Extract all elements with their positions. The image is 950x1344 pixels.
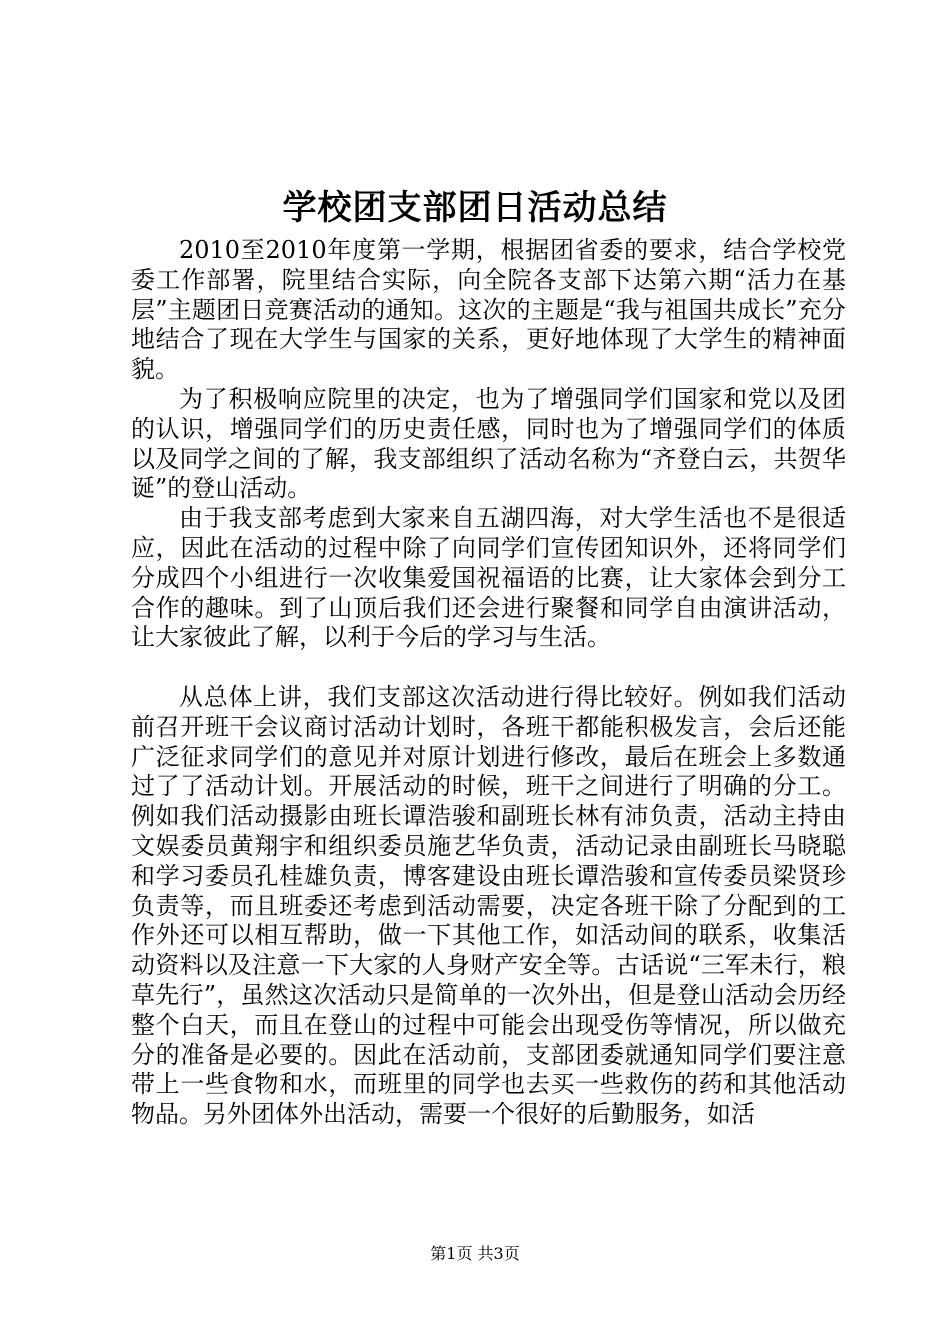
paragraph-2: 为了积极响应院里的决定，也为了增强同学们国家和党以及团的认识，增强同学们的历史责任感，同时也为了增强同学们的体质以及同学之间的了解，我支部组织了活动名称为“齐登白云，共贺华诞”的登山活动。 <box>131 384 846 503</box>
page-footer: 第1页 共3页 <box>430 1244 520 1263</box>
document-body <box>131 236 846 1130</box>
document-title: 学校团支部团日活动总结 <box>282 188 668 228</box>
paragraph-gap <box>131 653 846 683</box>
paragraph-1: 2010至2010年度第一学期，根据团省委的要求，结合学校党委工作部署，院里结合实际，向全院各支部下达第六期“活力在基层”主题团日竞赛活动的通知。这次的主题是“我与祖国共成长”充分地结合了现在大学生与国家的关系，更好地体现了大学生的精神面貌。 <box>131 236 846 384</box>
paragraph-4: 从总体上讲，我们支部这次活动进行得比较好。例如我们活动前召开班干会议商讨活动计划时，各班干都能积极发言，会后还能广泛征求同学们的意见并对原计划进行修改，最后在班会上多数通过了了活动计划。开展活动的时候，班干之间进行了明确的分工。例如我们活动摄影由班长谭浩骏和副班长林有沛负责，活动主持由文娱委员黄翔宇和组织委员施艺华负责，活动记录由副班长马晓聪和学习委员孔桂雄负责，博客建设由班长谭浩骏和宣传委员梁贤珍负责等，而且班委还考虑到活动需要，决定各班干除了分配到的工作外还可以相互帮助，做一下其他工作，如活动间的联系，收集活动资料以及注意一下大家的人身财产安全等。古话说“三军未行，粮草先行”，虽然这次活动只是简单的一次外出，但是登山活动会历经整个白天，而且在登山的过程中可能会出现受伤等情况，所以做充分的准备是必要的。因此在活动前，支部团委就通知同学们要注意带上一些食物和水，而班里的同学也去买一些救伤的药和其他活动物品。另外团体外出活动，需要一个很好的后勤服务，如活 <box>131 682 846 1129</box>
paragraph-3: 由于我支部考虑到大家来自五湖四海，对大学生活也不是很适应，因此在活动的过程中除了向同学们宣传团知识外，还将同学们分成四个小组进行一次收集爱国祝福语的比赛，让大家体会到分工合作的趣味。到了山顶后我们还会进行聚餐和同学自由演讲活动，让大家彼此了解，以利于今后的学习与生活。 <box>131 504 846 652</box>
